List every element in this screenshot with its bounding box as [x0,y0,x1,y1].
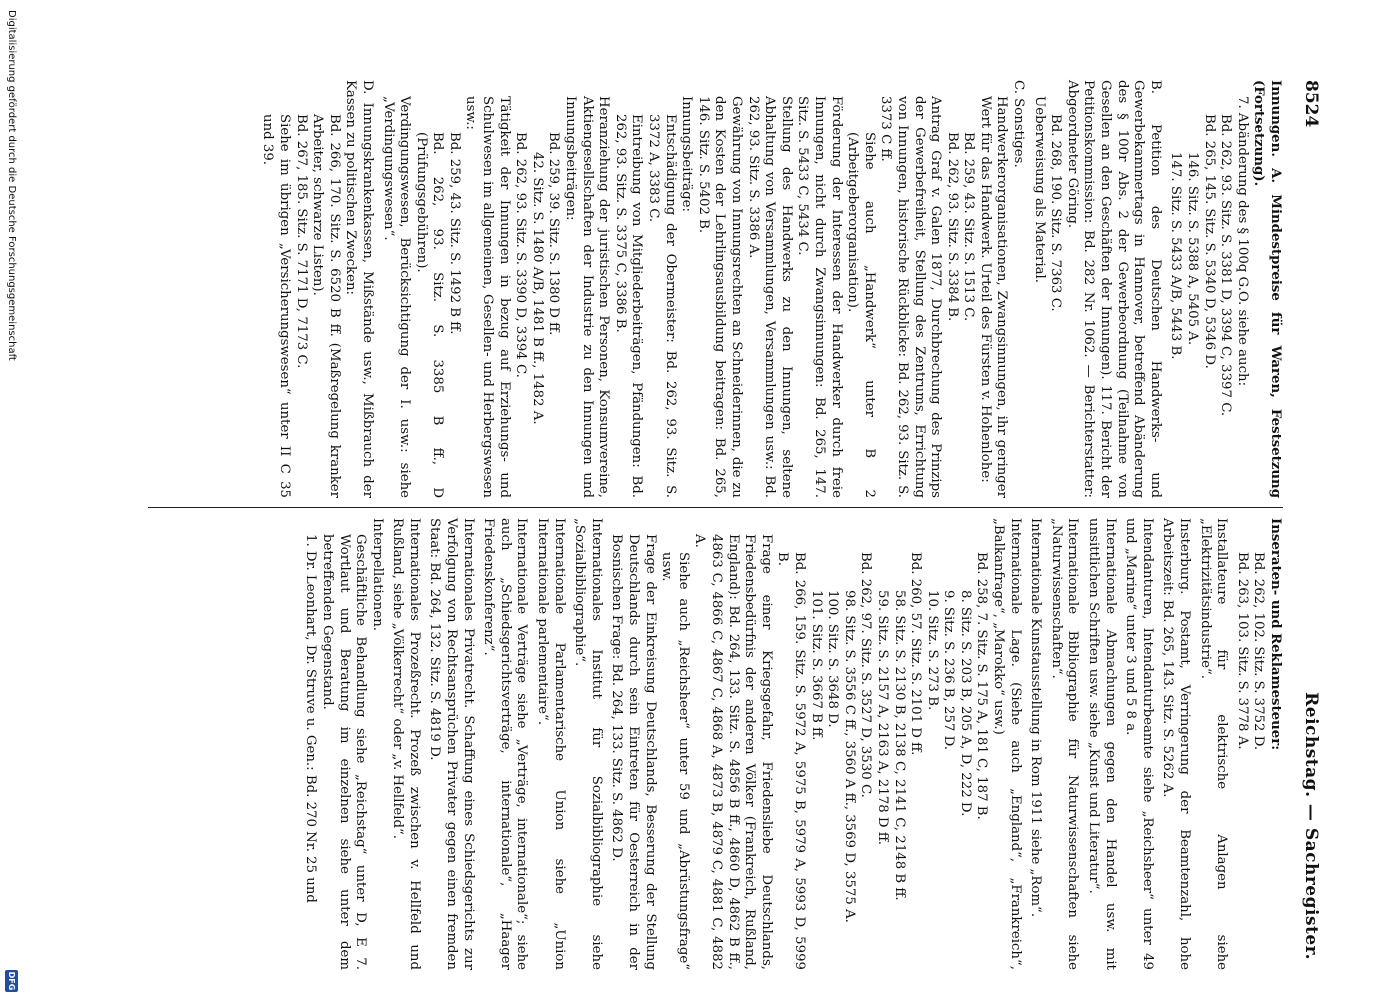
digitization-footer [0,0,20,1000]
index-entry: Bd. 260, 57. Sitz. S. 2101 D ff. [908,552,924,756]
left-column [259,80,1283,498]
index-entry: Bd. 268, 190. Sitz. S. 7363 C. [1048,114,1064,312]
index-entry: Internationale Bibliographie für Naturwissenschaften siehe „Naturwissenschaften“. [1048,518,1081,970]
index-entry: 8. Sitz. S. 203 B, 205 A, D, 222 D. [957,590,973,817]
index-entry: Siehe auch „Reichsheer“ unter 59 und „Abrüstungsfrage“ usw. [659,552,691,970]
index-entry: 10. Sitz. S. 273 B. [924,590,940,711]
index-entry: Stellung des Handwerks zu den Innungen, seltene Abhaltung von Versammlungen, Versammlungen usw.: Bd. 262, 93. Sitz. S. 3386 A. [745,96,794,498]
index-entry: Innungsbeiträge: [679,96,695,212]
index-entry: 100. Sitz. S. 3648 D. [825,590,841,728]
index-entry: Inseraten- und Reklamesteuer: [1268,518,1283,751]
index-entry: Internationale Verträge siehe „Verträge, internationale“; siehe auch „Schiedsgerichtsverträge, internationale“, „Haager Friedenskonferenz“. [481,518,530,970]
index-entry: Bd. 262, 102. Sitz. S. 3752 D. [1251,552,1267,751]
index-entry: Bd. 265, 145. Sitz. S. 5340 D, 5346 D. [1201,114,1217,369]
index-entry: Insterburg. Postamt, Verringerung der Beamtenzahl, hohe Arbeitszeit: Bd. 265, 143. Sitz. S. 5262 A. [1160,518,1193,970]
index-entry: Bd. 266, 159. Sitz. S. 5972 A, 5975 B, 5979 A, 5993 D, 5999 B. [775,552,807,970]
index-entry: D. Innungskrankenkassen, Mißstände usw., Mißbrauch der Kassen zu politischen Zwecken: [343,80,375,498]
index-entry: Interpellationen. [369,518,385,632]
index-entry: Bd. 263, 103. Sitz. S. 3778 A. [1234,552,1250,750]
index-entry: Installateure für elektrische Anlagen siehe „Elektrizitätsindustrie“. [1197,518,1230,970]
page-number: 8524 [1301,80,1321,128]
index-entry: Bd. 259, 43. Sitz. S. 1492 B ff. [446,132,462,335]
running-title: Reichstag. — Sachregister. [1301,692,1321,960]
index-entry: Siehe auch „Handwerk“ unter B 2 (Arbeitgeberorganisation). [845,132,877,498]
index-entry: 58. Sitz. S. 2130 B, 2138 C, 2141 C, 2148 B ff. [891,590,907,901]
index-entry: 147. Sitz. S. 5433 A/B, 5443 B. [1168,152,1184,360]
index-entry: B. Petition des Deutschen Handwerks- und Gewerbekammertags in Hannover, betreffend Abänderung des § 100r Abs. 2 der Gewerbeordnung (Teilnahme von Gesellen an den Geschäften der Innungen). 117. Bericht der Petitionskommission: Bd. 282 Nr. 1062. — Berichterstatter: Abgeordneter Göring. [1064,80,1163,498]
index-entry: Bd. 258, 7. Sitz. S. 175 A, 181 C, 187 B. [974,552,990,820]
page-header [1287,0,1321,1000]
index-entry: Bd. 262, 97. Sitz. S. 3527 D, 3530 C. [858,552,874,798]
footer-credit: Digitalisierung gefördert durch die Deutsche Forschungsgemeinschaft [6,10,17,361]
index-entry: 9. Sitz. S. 236 B, 257 D. [941,590,957,751]
index-entry: Eintreibung von Mitgliederbeiträgen, Pfändungen: Bd. 262, 93. Sitz. S. 3375 C, 3386 B. [612,114,645,498]
index-entry: Internationales Institut für Sozialbibliographie siehe „Sozialbibliographie“. [572,518,604,970]
index-entry: Ueberweisung als Material. [1031,96,1047,284]
index-entry: Bd. 262, 93. Sitz. S. 3384 B. [944,132,960,322]
index-entry: Internationale Abmachungen gegen den Handel usw. mit unsittlichen Schriften usw. siehe „Kunst und Literatur“. [1086,518,1118,970]
index-entry: Bd. 262, 93. Sitz. S. 3381 D, 3394 C, 3397 C. [1218,114,1234,417]
index-entry: Entschädigung der Obermeister: Bd. 262, 93. Sitz. S. 3372 A, 3383 C. [646,114,678,498]
index-entry: 59. Sitz. S. 2157 A, 2163 A, 2178 D ff. [874,590,890,846]
index-entry: Tätigkeit der Innungen in bezug auf Erziehungs- und Schulwesen im allgemeinen, Gesellen- und Herbergswesen usw.: [463,96,512,498]
index-entry: Frage einer Kriegsgefahr, Friedensliebe Deutschlands, Friedensbedürfnis der anderen Völker (Frankreich, Rußland, England): Bd. 264, 133. Sitz. S. 4856 B ff., 4860 D, 4862 B ff., 4863 C, 4866 C, 4867 C, 4868 A, 4873 B, 4879 C, 4881 C, 4882 A. [692,534,774,970]
index-entry: Siehe im übrigen „Versicherungswesen“ unter II C 35 und 39. [260,114,292,498]
index-entry: Bd. 259, 43. Sitz. S. 1513 C. [961,132,977,322]
index-entry: Antrag Graf v. Galen 1877, Durchbrechung des Prinzips der Gewerbefreiheit, Stellung des Zentrums, Errichtung von Innungen, historische Rückblicke: Bd. 262, 93. Sitz. S. 3373 C ff. [878,96,944,498]
index-entry: Geschäftliche Behandlung siehe „Reichstag“ unter D, E 7. Wortlaut und Beratung im einzelnen siehe unter dem betreffenden Gegenstand. [319,534,369,970]
index-entry: Bd. 266, 170. Sitz. S. 6520 B ff. (Maßregelung kranker Arbeiter, schwarze Listen). [310,114,342,498]
index-entry: 146. Sitz. S. 5388 A, 5405 A. [1185,152,1201,346]
index-entry: 98. Sitz. S. 3556 C ff., 3560 A ff., 3569 D, 3575 A. [841,590,857,923]
index-entry: Internationales Privatrecht. Schaffung eines Schiedsgerichts zur Verfolgung von Rechtsansprüchen Privater gegen einen fremden Staat: Bd. 264, 132. Sitz. S. 4819 D. [427,518,476,970]
index-entry: Intendanturen, Intendanturbeamte siehe „Reichsheer“ unter 49 und „Marine“ unter 3 und 5 8 a. [1123,518,1155,970]
index-entry: Internationale Kunstausstellung in Rom 1911 siehe „Rom“. [1028,518,1044,918]
index-entry: 1. Dr. Leonhart, Dr. Struve u. Gen.: Bd. 270 Nr. 25 und [303,534,319,903]
index-entry: Förderung der Interessen der Handwerker durch freie Innungen, nicht durch Zwangsinnungen: Bd. 265, 147. Sitz. S. 5433 C, 5434 C. [795,96,844,498]
index-entry: Frage der Einkreisung Deutschlands, Besserung der Stellung Deutschlands durch sein Eintreten für Oesterreich in der Bosnischen Frage: Bd. 264, 133. Sitz. S. 4862 D. [609,534,658,970]
index-entry: Bd. 262, 93. Sitz. S. 3385 B ff., D (Prüfungsgebühren). [413,132,446,498]
index-entry: Internationale Lage. (Siehe auch „England“, „Frankreich“, „Balkanfrage“, „Marokko“ usw.) [991,518,1023,970]
index-entry: Bd. 262, 93. Sitz. S. 3390 D, 3394 C. [513,132,529,378]
index-entry: Heranziehung der juristischen Personen, Konsumvereine, Aktiengesellschaften der Industrie zu den Innungen und Innungsbeiträgen: [563,96,612,498]
index-entry: Bd. 259, 39. Sitz. S. 1380 D ff. [546,132,562,336]
index-entry: Innungen. A. Mindestpreise für Waren, Festsetzung (Fortsetzung). [1251,80,1283,498]
index-entry: 42. Sitz. S. 1480 A/B, 1481 B ff., 1482 A. [529,152,545,425]
right-column [302,518,1283,970]
index-entry: Internationales Prozeßrecht. Prozeß zwischen v. Hellfeld und Rußland, siehe „Völkerrecht“ oder „v. Hellfeld“. [390,518,422,970]
index-entry: C. Sonstiges. [1011,80,1027,168]
index-entry: 101. Sitz. S. 3667 B ff. [808,590,824,741]
index-entry: Gewährung von Innungsrechten an Schneiderinnen, die zu den Kosten der Lehrlingsausbildung beitragen: Bd. 265, 146. Sitz. S. 5402 B. [695,96,744,498]
index-entry: 7. Abänderung des § 100q G.O. siehe auch: [1234,96,1250,387]
index-entry: Bd. 267, 185. Sitz. S. 7171 D, 7173 C. [293,114,309,369]
index-entry: Handwerkerorganisationen, Zwangsinnungen, ihr geringer Wert für das Handwerk. Urteil des Fürsten v. Hohenlohe: [977,96,1010,498]
index-entry: Internationale Parlamentarische Union siehe „Union Internationale parlementaire“. [535,518,567,970]
column-divider [148,507,1283,508]
dfg-logo: DFG [7,971,16,991]
index-entry: Verdingungswesen, Berücksichtigung der I. usw.: siehe „Verdingungswesen“. [380,96,413,498]
